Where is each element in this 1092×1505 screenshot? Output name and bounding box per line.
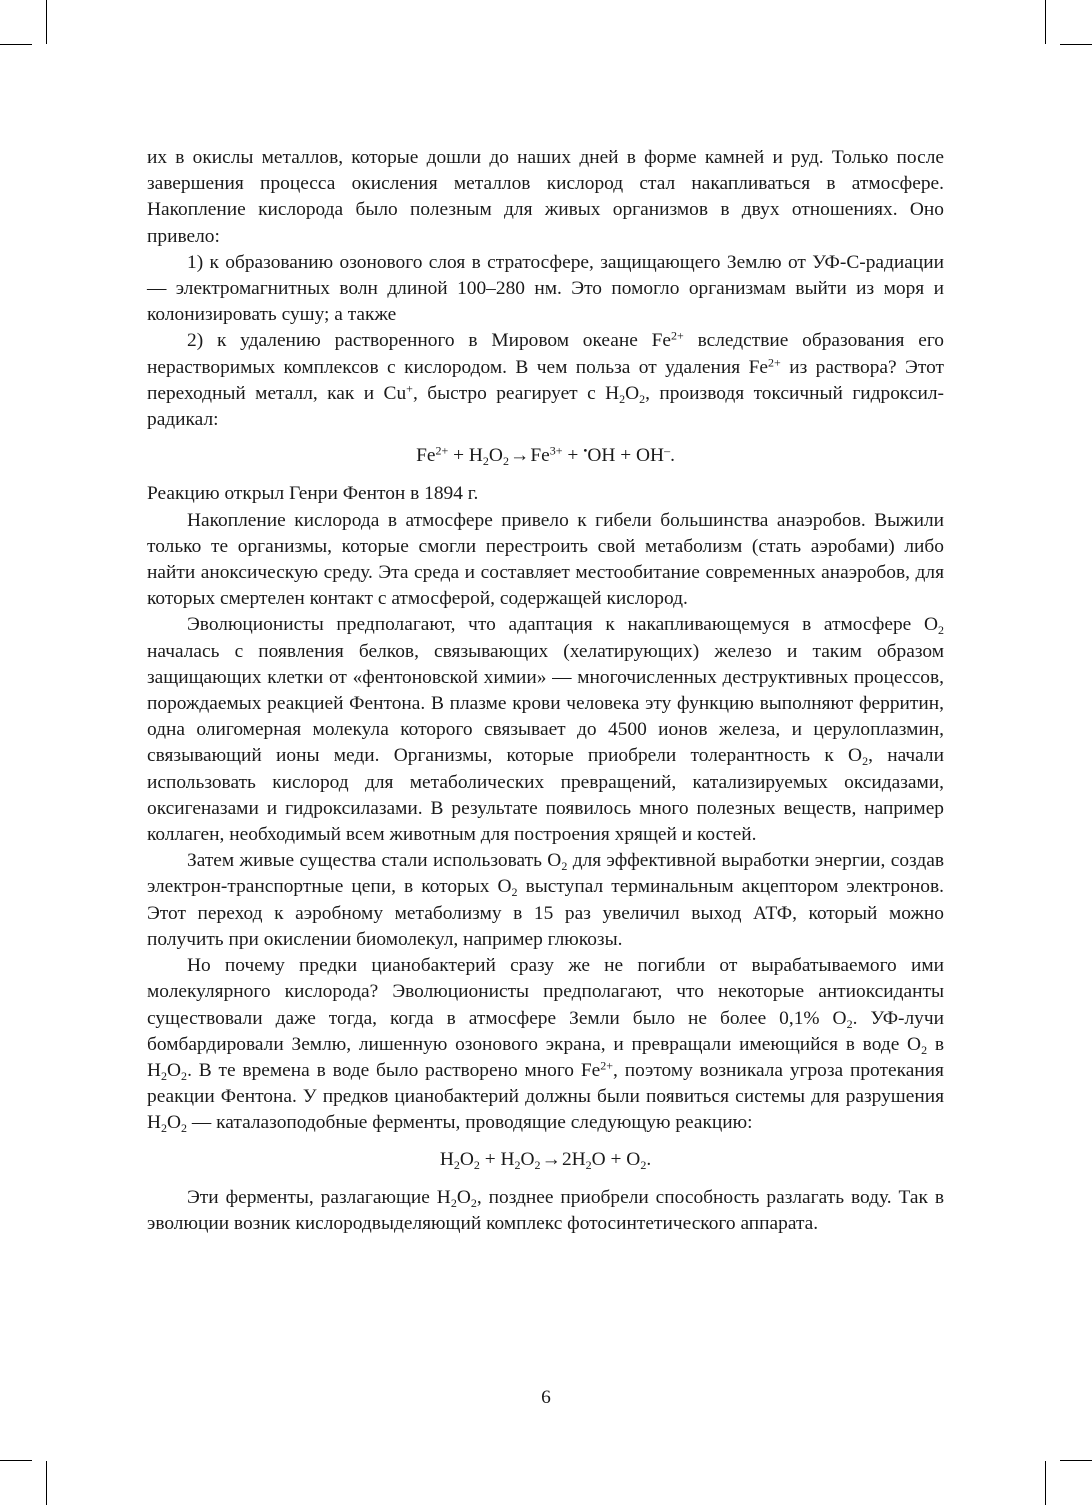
crop-mark-bottom-left-vertical (46, 1461, 47, 1505)
reaction-arrow: → (541, 1148, 561, 1170)
reaction-arrow: → (509, 445, 530, 467)
page-number: 6 (541, 1387, 551, 1408)
fenton-reaction-formula: $Fe^{2+} + H_2O_2\to Fe^{3+} + ^•OH + OH^-$. (416, 443, 675, 469)
paragraph-1: их в окислы металлов, которые дошли до наших дней в форме камней и руд. Только после завершения процесса окисления металлов кислород стал накапливаться в атмосфере. Накопление кислорода было полезным для живых организмов в двух отношениях. Оно привело: (147, 147, 944, 247)
crop-mark-top-left-vertical (46, 0, 47, 44)
crop-mark-bottom-left-horizontal (0, 1460, 32, 1461)
crop-mark-bottom-right-vertical (1045, 1461, 1046, 1505)
crop-mark-top-right-vertical (1045, 0, 1046, 44)
paragraph-9: Эти ферменты, разлагающие $H_2O_2$, позднее приобрели способность разлагать воду. Так в эволюции возник кислородвыделяющий комплекс фотосинтетического аппарата. (147, 1186, 944, 1234)
crop-mark-top-right-horizontal (1060, 44, 1092, 45)
paragraph-7: Затем живые существа стали использовать $O_2$ для эффективной выработки энергии, создав электрон-транспортные цепи, в которых $O_2$ выступал терминальным акцептором электронов. Этот переход к аэробному метаболизму в 15 раз увеличил выход АТФ, который можно получить при окислении биомолекул, например глюкозы. (147, 850, 944, 950)
crop-mark-top-left-horizontal (0, 44, 32, 45)
paragraph-6: Эволюционисты предполагают, что адаптация к накапливающемуся в атмосфере $O_2$ началась с появления белков, связывающих (хелатирующих) железо и таким образом защищающих клетки от «фентоновской химии» — многочисленных деструктивных процессов, порождаемых реакцией Фентона. В плазме крови человека эту функцию выполняют ферритин, одна олигомерная молекула которого связывает до 4500 ионов железа, и церулоплазмин, связывающий ионы меди. Организмы, которые приобрели толерантность к $O_2$, начали использовать кислород для метаболических превращений, катализируемых оксидазами, оксигеназами и гидроксилазами. В результате появилось много полезных веществ, например коллаген, необходимый всем животным для построения хрящей и костей. (147, 614, 944, 846)
paragraph-8: Но почему предки цианобактерий сразу же не погибли от вырабатываемого ими молекулярного кислорода? Эволюционисты предполагают, что некоторые антиоксиданты существовали даже тогда, когда в атмосфере Земли было не более 0,1% $O_2$. УФ-лучи бомбардировали Землю, лишенную озонового экрана, и превращали имеющийся в воде $O_2$ в $H_2O_2$. В те времена в воде было растворено много $Fe^{2+}$, поэтому возникала угроза протекания реакции Фентона. У предков цианобактерий должны были появиться системы для разрушения $H_2O_2$ — каталазоподобные ферменты, проводящие следующую реакцию: (147, 955, 945, 1136)
paragraph-2: 1) к образованию озонового слоя в стратосфере, защищающего Землю от УФ-С-радиации — электромагнитных волн длиной 100–280 нм. Это помогло организмам выйти из моря и колонизировать сушу; а также (147, 251, 944, 326)
paragraph-5: Накопление кислорода в атмосфере привело к гибели большинства анаэробов. Выжили только те организмы, которые смогли перестроить свой метаболизм (стать аэробами) либо найти аноксическую среду. Эта среда и составляет местообитание современных анаэробов, для которых смертелен контакт с атмосферой, содержащей кислород. (147, 509, 944, 610)
crop-mark-bottom-right-horizontal (1060, 1460, 1092, 1461)
paragraph-3: 2) к удалению растворенного в Мировом океане $Fe^{2+}$ вследствие образования его нерастворимых комплексов с кислородом. В чем польза от удаления $Fe^{2+}$ из раствора? Этот переходный металл, как и Cu+, быстро реагирует с $H_2O_2$, производя токсичный гидроксил-радикал: (147, 328, 945, 431)
body-text (147, 145, 944, 1237)
catalase-reaction-formula: $H_2O_2 + H_2O_2\to 2H_2O + O_2$. (439, 1148, 652, 1172)
paragraph-4: Реакцию открыл Генри Фентон в 1894 г. (147, 483, 479, 505)
